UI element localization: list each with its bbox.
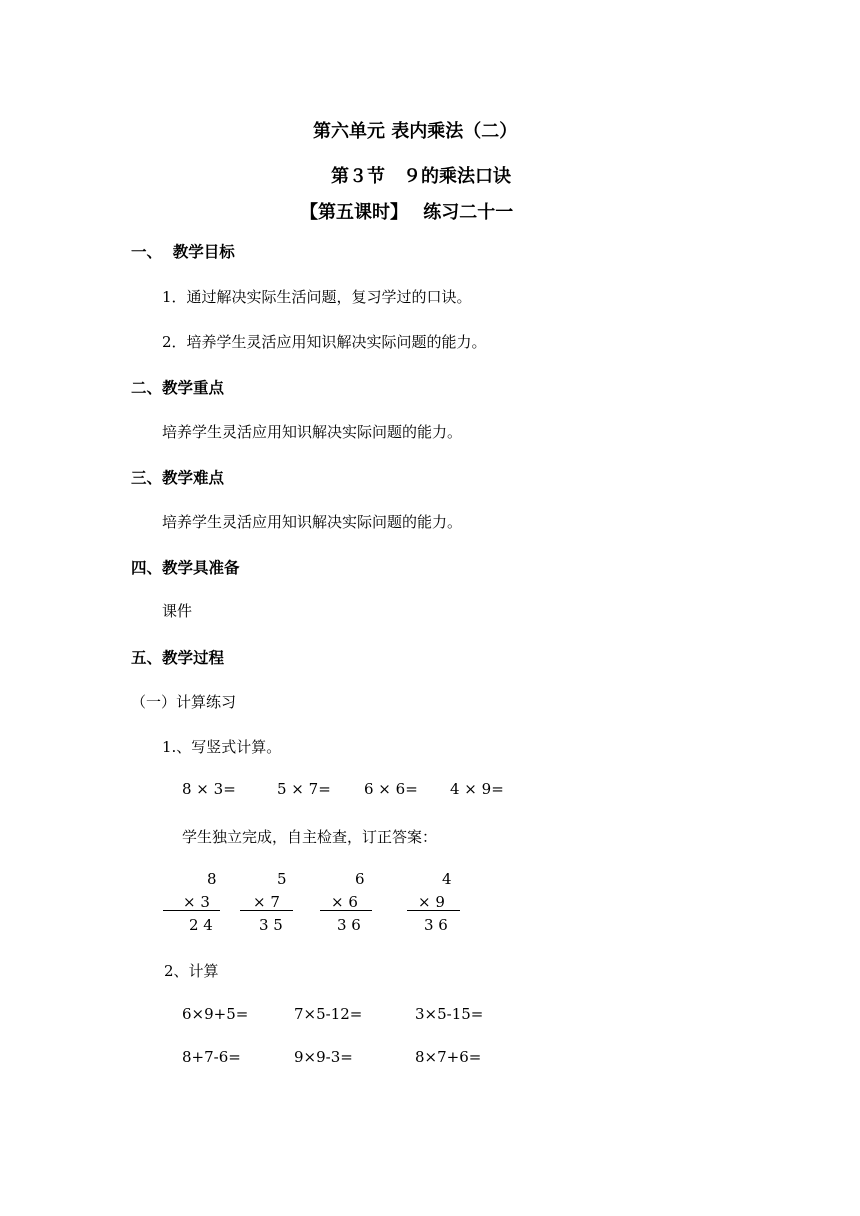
section-heading-objectives: 一、 教学目标: [131, 243, 235, 261]
task2-title: 2、计算: [164, 962, 219, 980]
section-heading-key-points: 二、教学重点: [131, 379, 225, 397]
section-heading-process: 五、教学过程: [131, 649, 225, 667]
task1-expression: 6 × 6=: [364, 780, 418, 798]
task1-note: 学生独立完成，自主检查，订正答案：: [182, 828, 438, 846]
task2-expression: 3×5-15=: [415, 1005, 484, 1023]
vertical-multiplier: × 9: [418, 893, 445, 911]
vertical-top-number: 6: [355, 870, 365, 888]
key-points-text: 培养学生灵活应用知识解决实际问题的能力。: [162, 423, 463, 441]
vertical-line: [320, 910, 372, 911]
vertical-line: [240, 910, 293, 911]
vertical-result: 3 6: [424, 916, 448, 934]
task1-title: 1.、写竖式计算。: [162, 738, 282, 756]
vertical-multiplier: × 7: [253, 893, 280, 911]
vertical-result: 2 4: [189, 916, 213, 934]
vertical-result: 3 6: [337, 916, 361, 934]
vertical-multiplier: × 6: [331, 893, 358, 911]
section-title: 第３节 ９的乘法口诀: [331, 166, 511, 187]
materials-text: 课件: [162, 602, 193, 620]
task2-expression: 7×5-12=: [294, 1005, 363, 1023]
section-heading-materials: 四、教学具准备: [131, 559, 240, 577]
task1-expression: 8 × 3=: [182, 780, 236, 798]
task1-expression: 4 × 9=: [450, 780, 504, 798]
task2-expression: 6×9+5=: [182, 1005, 249, 1023]
task2-expression: 8+7-6=: [182, 1048, 241, 1066]
difficulties-text: 培养学生灵活应用知识解决实际问题的能力。: [162, 513, 463, 531]
section-heading-difficulties: 三、教学难点: [131, 469, 225, 487]
task1-expression: 5 × 7=: [277, 780, 331, 798]
vertical-line: [163, 910, 220, 911]
vertical-top-number: 4: [442, 870, 452, 888]
vertical-top-number: 5: [277, 870, 287, 888]
objective-item: 2．培养学生灵活应用知识解决实际问题的能力。: [162, 333, 487, 351]
process-part-title: （一）计算练习: [131, 693, 237, 711]
vertical-top-number: 8: [207, 870, 217, 888]
objective-item: 1．通过解决实际生活问题，复习学过的口诀。: [162, 288, 472, 306]
task2-expression: 8×7+6=: [415, 1048, 482, 1066]
unit-title: 第六单元 表内乘法（二）: [313, 121, 518, 142]
vertical-line: [407, 910, 460, 911]
lesson-title: 【第五课时】 练习二十一: [300, 202, 514, 223]
vertical-multiplier: × 3: [183, 893, 210, 911]
task2-expression: 9×9-3=: [294, 1048, 353, 1066]
vertical-result: 3 5: [259, 916, 283, 934]
